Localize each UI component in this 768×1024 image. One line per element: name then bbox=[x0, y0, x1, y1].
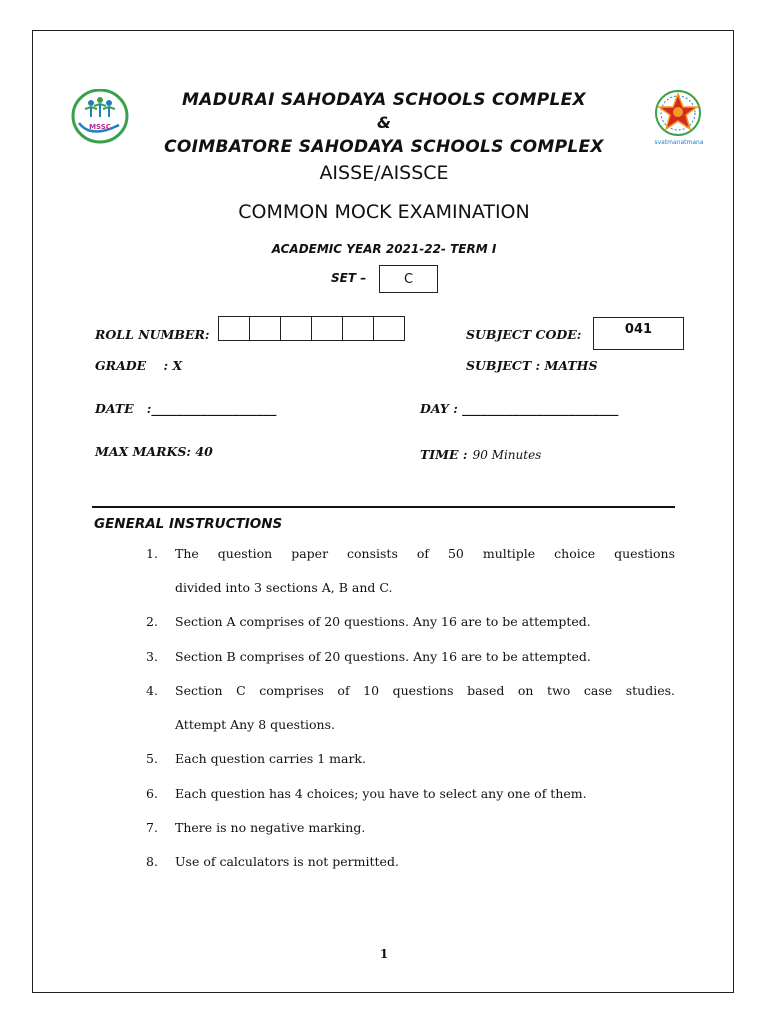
header-ampersand: & bbox=[377, 113, 391, 132]
time-field bbox=[420, 444, 541, 463]
grade-field: GRADE : X bbox=[95, 358, 183, 373]
time-value: 90 Minutes bbox=[472, 448, 542, 462]
instruction-text: Attempt Any 8 questions. bbox=[175, 717, 335, 732]
academic-year: ACADEMIC YEAR 2021-22- TERM I bbox=[271, 242, 497, 256]
instruction-text: Use of calculators is not permitted. bbox=[175, 854, 399, 869]
instruction-number: 1. bbox=[146, 546, 158, 561]
instruction-number: 2. bbox=[146, 614, 158, 629]
svg-text:MSSC: MSSC bbox=[89, 123, 111, 131]
exam-title: COMMON MOCK EXAMINATION bbox=[238, 201, 530, 223]
roll-digit-box[interactable] bbox=[311, 316, 343, 341]
instructions-title: GENERAL INSTRUCTIONS bbox=[94, 516, 283, 532]
instruction-text: Section C comprises of 10 questions based on two case studies. bbox=[175, 683, 675, 698]
roll-number-label: ROLL NUMBER: bbox=[95, 327, 210, 342]
instruction-text: The question paper consists of 50 multiple choice questions bbox=[175, 546, 675, 561]
subject-code-box: 041 bbox=[593, 317, 684, 350]
day-field[interactable]: DAY : _________________________ bbox=[420, 401, 619, 416]
roll-digit-box[interactable] bbox=[249, 316, 281, 341]
roll-digit-box[interactable] bbox=[342, 316, 374, 341]
instruction-text: Each question has 4 choices; you have to select any one of them. bbox=[175, 786, 587, 801]
instruction-number: 7. bbox=[146, 820, 158, 835]
instruction-text: Section B comprises of 20 questions. Any 16 are to be attempted. bbox=[175, 649, 591, 664]
time-label: TIME : bbox=[420, 447, 468, 462]
set-box: C bbox=[379, 265, 438, 293]
instruction-number: 3. bbox=[146, 649, 158, 664]
roll-digit-box[interactable] bbox=[373, 316, 405, 341]
subject-code-label: SUBJECT CODE: bbox=[466, 327, 582, 342]
instruction-text: There is no negative marking. bbox=[175, 820, 366, 835]
instruction-number: 4. bbox=[146, 683, 158, 698]
instruction-text: divided into 3 sections A, B and C. bbox=[175, 580, 393, 595]
instruction-number: 6. bbox=[146, 786, 158, 801]
page-number: 1 bbox=[379, 947, 389, 961]
divider-rule bbox=[92, 506, 675, 508]
roll-digit-box[interactable] bbox=[218, 316, 250, 341]
svg-text:svatmanatmana: svatmanatmana bbox=[654, 139, 704, 146]
roll-digit-box[interactable] bbox=[280, 316, 312, 341]
date-field[interactable]: DATE :____________________ bbox=[95, 401, 277, 416]
instruction-number: 8. bbox=[146, 854, 158, 869]
instruction-number: 5. bbox=[146, 751, 158, 766]
header-line-2: COIMBATORE SAHODAYA SCHOOLS COMPLEX bbox=[164, 137, 604, 157]
instruction-text: Each question carries 1 mark. bbox=[175, 751, 366, 766]
subject-field: SUBJECT : MATHS bbox=[466, 358, 598, 373]
set-label: SET – bbox=[331, 271, 367, 285]
max-marks-field: MAX MARKS: 40 bbox=[95, 444, 213, 459]
aisse-heading: AISSE/AISSCE bbox=[319, 162, 449, 184]
instruction-text: Section A comprises of 20 questions. Any 16 are to be attempted. bbox=[175, 614, 591, 629]
roll-number-boxes[interactable] bbox=[219, 316, 405, 341]
header-line-1: MADURAI SAHODAYA SCHOOLS COMPLEX bbox=[182, 90, 586, 110]
